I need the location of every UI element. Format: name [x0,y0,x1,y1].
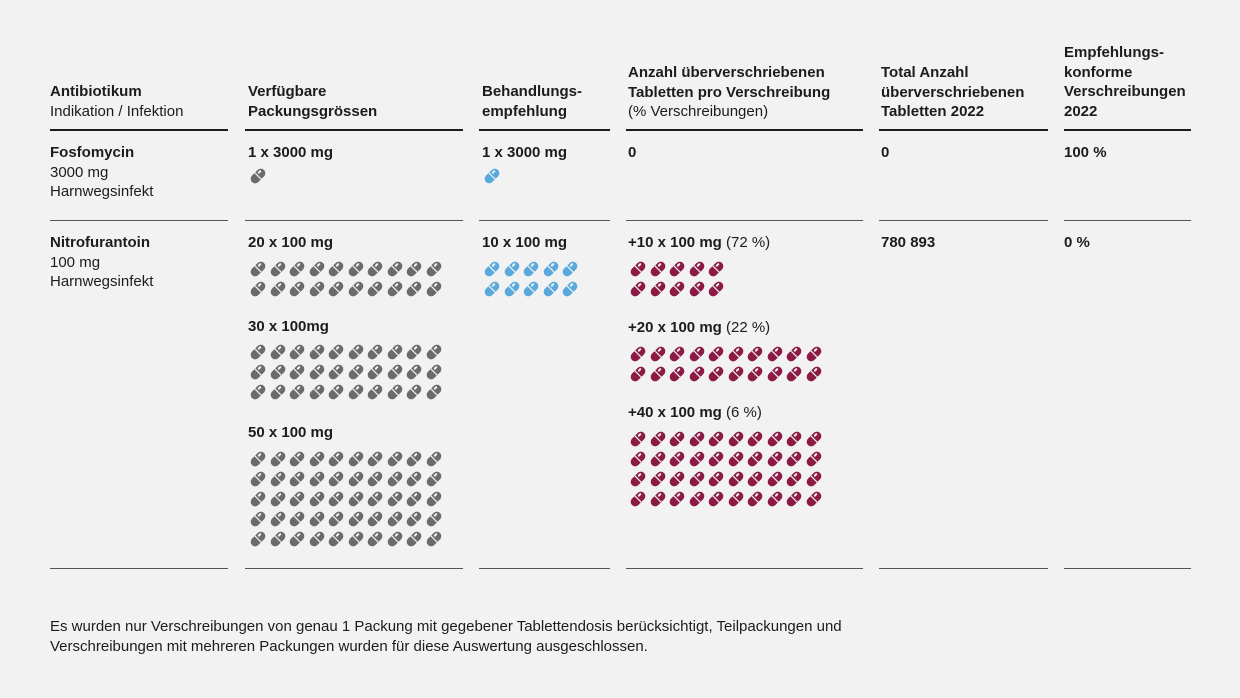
pill-icon [404,279,424,299]
pill-icon [268,529,288,549]
pill-icon [726,364,746,384]
over-10-pct: (72 %) [726,234,771,251]
pill-icon [287,382,307,402]
pill-icon [248,529,268,549]
header-overprescribed [628,63,830,122]
pill-icon [687,469,707,489]
pill-icon [307,362,327,382]
pill-icon [287,509,307,529]
pill-icon [385,449,405,469]
pill-icon [248,509,268,529]
footnote: Es wurden nur Verschreibungen von genau 1 Packung mit gegebener Tablettendosis berücksichtigt, Teilpackungen und Verschreibungen mit mehreren Packungen wurden für diese Auswertung ausgeschlossen. [50,618,842,655]
row-rule-2-e [879,568,1048,569]
header-rule-4 [626,129,863,131]
pill-icon [268,362,288,382]
pill-icon [287,362,307,382]
pill-icon [248,362,268,382]
pill-icon [248,469,268,489]
pill-icon [365,362,385,382]
row-nitrofurantoin-over-40-label [628,403,762,423]
pill-icon [248,279,268,299]
pill-icon [385,529,405,549]
row-nitrofurantoin-compliant: 0 % [1064,234,1090,251]
pill-icon [804,489,824,509]
pill-icon [667,469,687,489]
pill-icon [287,469,307,489]
pill-icon [248,449,268,469]
row-nitrofurantoin-indication: Harnwegsinfekt [50,273,154,290]
header-total-line1: Total Anzahl [881,64,969,81]
pill-icon [628,259,648,279]
pill-icon [521,279,541,299]
pill-icon [346,449,366,469]
pill-icon [424,509,444,529]
pill-icon [628,469,648,489]
pill-icon [784,449,804,469]
pill-icon [804,449,824,469]
row-fosfomycin-name: Fosfomycin [50,144,135,161]
over-40-amount: +40 x 100 mg [628,404,722,421]
pill-icon [385,489,405,509]
pill-icon [784,429,804,449]
pill-icon [248,342,268,362]
pill-icon [346,279,366,299]
pill-icon [424,259,444,279]
pill-icon [287,279,307,299]
header-recommendation-line2: empfehlung [482,102,567,120]
pill-icon [424,342,444,362]
pill-icon [287,529,307,549]
row-nitrofurantoin-total: 780 893 [881,234,936,251]
row-fosfomycin-indication: Harnwegsinfekt [50,183,154,200]
pill-icon [404,469,424,489]
pill-icon [784,344,804,364]
header-recommendation-line1: Behandlungs- [482,83,582,100]
pill-icon [687,489,707,509]
pill-icon [385,279,405,299]
pill-icon [326,489,346,509]
pill-icon [765,469,785,489]
row-fosfomycin-recommendation-label: 1 x 3000 mg [482,144,568,161]
pill-icon [346,489,366,509]
pill-icon [346,259,366,279]
pill-icon [648,344,668,364]
row-fosfomycin-package-label: 1 x 3000 mg [248,144,334,161]
pill-icon [365,529,385,549]
pill-icon [648,469,668,489]
row-nitrofurantoin-package-30-label: 30 x 100mg [248,318,329,335]
pill-icon [287,489,307,509]
row-nitrofurantoin-package-20-pills [248,259,443,299]
row-nitrofurantoin-package-30-pills [248,342,443,402]
pill-icon [648,449,668,469]
pill-icon [628,429,648,449]
pill-icon [482,279,502,299]
header-antibiotic [50,82,183,121]
pill-icon [326,382,346,402]
pill-icon [804,344,824,364]
header-total-line2: überverschriebenen [881,83,1025,101]
header-overprescribed-subtitle: (% Verschreibungen) [628,103,769,120]
row-nitrofurantoin-recommendation-label: 10 x 100 mg [482,234,568,251]
pill-icon [307,449,327,469]
pill-icon [706,429,726,449]
pill-icon [560,279,580,299]
pill-icon [326,279,346,299]
pill-icon [667,449,687,469]
pill-icon [648,364,668,384]
pill-icon [667,429,687,449]
pill-icon [424,449,444,469]
pill-icon [706,449,726,469]
header-compliant-line3: Verschreibungen [1064,83,1186,100]
pill-icon [667,364,687,384]
pill-icon [307,489,327,509]
pill-icon [706,469,726,489]
pill-icon [307,382,327,402]
pill-icon [385,509,405,529]
pill-icon [248,166,268,186]
pill-icon [667,279,687,299]
header-rule-6 [1064,129,1191,131]
pill-icon [745,364,765,384]
row-fosfomycin-total: 0 [881,144,890,161]
pill-icon [287,259,307,279]
row-rule-2-c [479,568,610,569]
row-fosfomycin-recommendation-pills [482,166,580,186]
pill-icon [287,342,307,362]
pill-icon [365,342,385,362]
row-nitrofurantoin-name: Nitrofurantoin [50,234,150,251]
pill-icon [482,166,502,186]
row-rule-1-e [879,220,1048,221]
pill-icon [521,259,541,279]
pill-icon [268,342,288,362]
pill-icon [268,279,288,299]
row-rule-1-f [1064,220,1191,221]
pill-icon [424,382,444,402]
pill-icon [404,382,424,402]
pill-icon [706,259,726,279]
pill-icon [726,429,746,449]
over-10-amount: +10 x 100 mg [628,234,722,251]
row-rule-2-d [626,568,863,569]
row-nitrofurantoin-package-50-pills [248,449,443,549]
header-packages [248,82,377,121]
pill-icon [628,489,648,509]
header-overprescribed-line1: Anzahl überverschriebenen [628,64,825,81]
row-fosfomycin-antibiotic [50,143,153,202]
pill-icon [687,429,707,449]
pill-icon [628,449,648,469]
pill-icon [404,259,424,279]
pill-icon [765,429,785,449]
pill-icon [765,449,785,469]
row-nitrofurantoin-over-40-pills [628,429,823,509]
pill-icon [541,259,561,279]
row-fosfomycin-overprescribed: 0 [628,144,637,161]
header-rule-2 [245,129,463,131]
pill-icon [307,259,327,279]
pill-icon [424,469,444,489]
pill-icon [687,364,707,384]
row-fosfomycin-compliant: 100 % [1064,144,1107,161]
pill-icon [307,342,327,362]
pill-icon [745,344,765,364]
pill-icon [248,259,268,279]
pill-icon [687,344,707,364]
pill-icon [706,279,726,299]
row-rule-2-f [1064,568,1191,569]
header-recommendation [482,82,582,121]
pill-icon [365,469,385,489]
header-compliant-line1: Empfehlungs- [1064,44,1164,61]
pill-icon [404,342,424,362]
header-antibiotic-title: Antibiotikum [50,83,142,100]
pill-icon [648,279,668,299]
row-fosfomycin-dose: 3000 mg [50,163,109,181]
row-nitrofurantoin-recommendation-pills [482,259,580,299]
pill-icon [745,469,765,489]
pill-icon [385,259,405,279]
header-rule-5 [879,129,1048,131]
header-rule-1 [50,129,228,131]
pill-icon [346,362,366,382]
row-nitrofurantoin-over-10-pills [628,259,726,299]
pill-icon [404,509,424,529]
pill-icon [346,529,366,549]
pill-icon [346,509,366,529]
pill-icon [346,342,366,362]
pill-icon [248,489,268,509]
pill-icon [307,509,327,529]
pill-icon [326,529,346,549]
over-40-pct: (6 %) [726,404,762,421]
pill-icon [765,489,785,509]
pill-icon [804,469,824,489]
pill-icon [326,449,346,469]
pill-icon [307,529,327,549]
pill-icon [667,344,687,364]
pill-icon [628,279,648,299]
pill-icon [424,529,444,549]
pill-icon [385,342,405,362]
row-rule-1-a [50,220,228,221]
pill-icon [804,364,824,384]
row-nitrofurantoin-over-20-pills [628,344,823,384]
row-rule-2-a [50,568,228,569]
pill-icon [784,489,804,509]
pill-icon [307,469,327,489]
header-rule-3 [479,129,610,131]
pill-icon [745,429,765,449]
pill-icon [706,489,726,509]
pill-icon [482,259,502,279]
pill-icon [326,509,346,529]
pill-icon [268,449,288,469]
pill-icon [268,469,288,489]
header-compliant-line2: konforme [1064,63,1133,81]
row-nitrofurantoin-over-20-label [628,318,770,338]
header-packages-line1: Verfügbare [248,83,327,100]
pill-icon [268,509,288,529]
row-fosfomycin-package-pills [248,166,443,186]
pill-icon [346,469,366,489]
pill-icon [365,449,385,469]
row-rule-1-d [626,220,863,221]
pill-icon [326,342,346,362]
pill-icon [745,449,765,469]
pill-icon [404,362,424,382]
row-rule-1-b [245,220,463,221]
pill-icon [268,489,288,509]
header-packages-line2: Packungsgrössen [248,102,378,120]
pill-icon [502,259,522,279]
pill-icon [365,382,385,402]
pill-icon [765,344,785,364]
pill-icon [726,469,746,489]
pill-icon [784,469,804,489]
pill-icon [424,489,444,509]
pill-icon [365,259,385,279]
pill-icon [726,449,746,469]
row-rule-2-b [245,568,463,569]
pill-icon [385,382,405,402]
pill-icon [385,362,405,382]
pill-icon [648,259,668,279]
pill-icon [726,489,746,509]
row-nitrofurantoin-package-50-label: 50 x 100 mg [248,424,334,441]
pill-icon [307,279,327,299]
pill-icon [268,259,288,279]
pill-icon [424,279,444,299]
over-20-pct: (22 %) [726,319,771,336]
header-compliant-line4: 2022 [1064,102,1098,120]
header-compliant [1064,43,1186,121]
pill-icon [365,279,385,299]
pill-icon [687,259,707,279]
pill-icon [784,364,804,384]
pill-icon [268,382,288,402]
row-nitrofurantoin-antibiotic [50,233,153,292]
pill-icon [687,279,707,299]
header-total-line3: Tabletten 2022 [881,103,985,120]
pill-icon [804,429,824,449]
pill-icon [687,449,707,469]
header-antibiotic-subtitle: Indikation / Infektion [50,102,184,120]
header-total [881,63,1024,122]
pill-icon [560,259,580,279]
pill-icon [346,382,366,402]
pill-icon [326,469,346,489]
over-20-amount: +20 x 100 mg [628,319,722,336]
pill-icon [385,469,405,489]
pill-icon [404,529,424,549]
pill-icon [628,344,648,364]
pill-icon [404,449,424,469]
pill-icon [248,382,268,402]
pill-icon [287,449,307,469]
row-rule-1-c [479,220,610,221]
pill-icon [648,429,668,449]
pill-icon [541,279,561,299]
pill-icon [628,364,648,384]
pill-icon [706,344,726,364]
pill-icon [365,489,385,509]
pill-icon [404,489,424,509]
pill-icon [667,259,687,279]
pill-icon [667,489,687,509]
pill-icon [648,489,668,509]
row-nitrofurantoin-package-20-label: 20 x 100 mg [248,234,334,251]
pill-icon [502,279,522,299]
pill-icon [424,362,444,382]
pill-icon [726,344,746,364]
row-nitrofurantoin-dose: 100 mg [50,253,101,271]
pill-icon [765,364,785,384]
pill-icon [706,364,726,384]
pill-icon [326,362,346,382]
pill-icon [365,509,385,529]
header-overprescribed-line2: Tabletten pro Verschreibung [628,83,831,101]
pill-icon [326,259,346,279]
row-nitrofurantoin-over-10-label [628,233,770,253]
pill-icon [745,489,765,509]
